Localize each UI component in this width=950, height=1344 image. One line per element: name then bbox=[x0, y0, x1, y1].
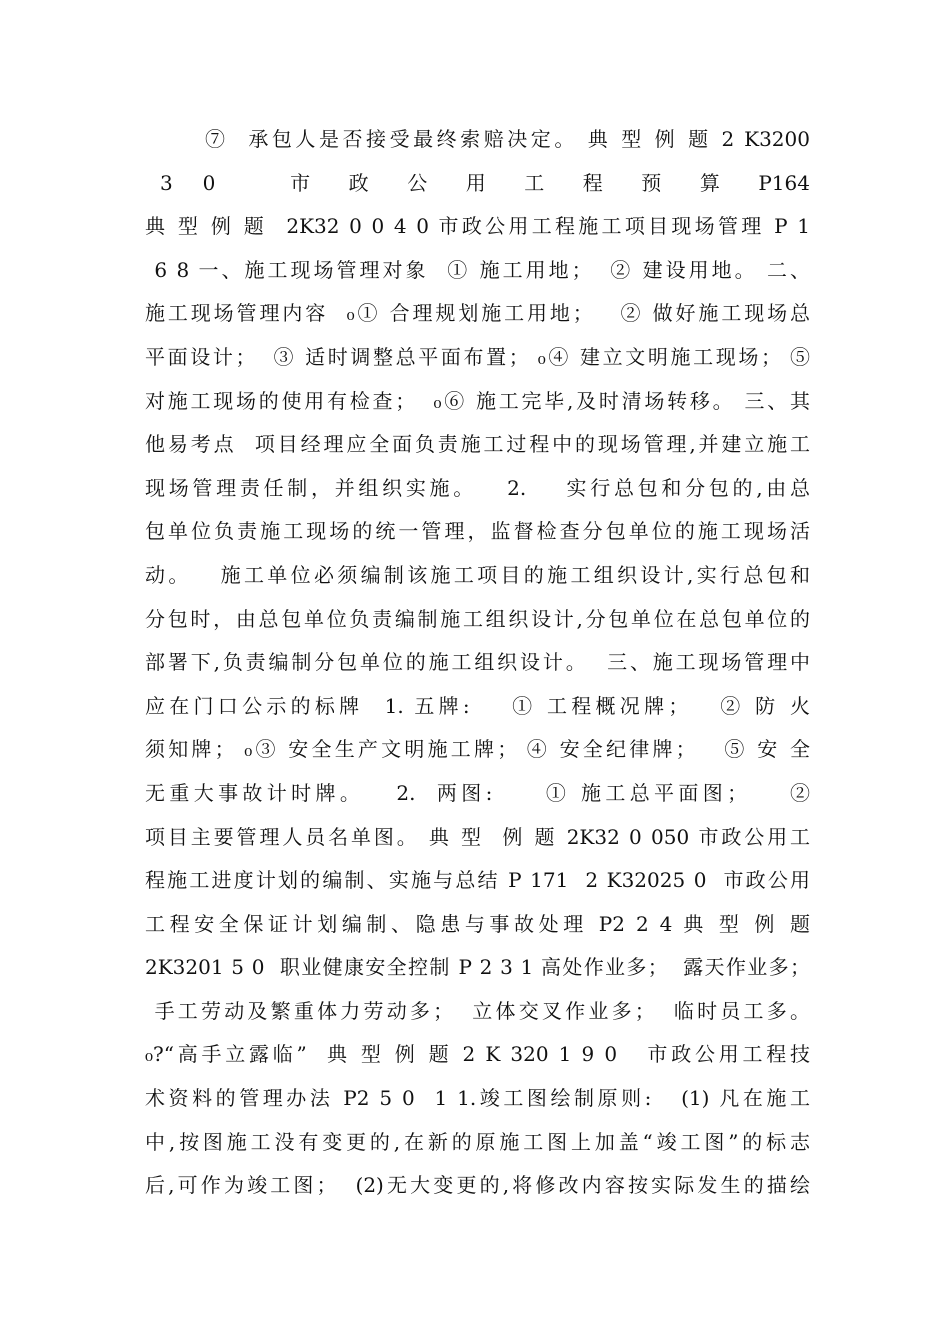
text-line: 他易考点 项目经理应全面负责施工过程中的现场管理,并建立施工 bbox=[145, 432, 810, 457]
text-line: 2K3201 5 0 职业健康安全控制 P 2 3 1 高处作业多； 露天作业多； bbox=[145, 955, 810, 980]
text-line: 后,可作为竣工图； (2)无大变更的,将修改内容按实际发生的描绘 bbox=[145, 1173, 810, 1198]
text-line: 项目主要管理人员名单图。 典 型 例 题 2K32 0 050 市政公用工 bbox=[145, 824, 810, 849]
text-line: 工程安全保证计划编制、隐患与事故处理 P2 2 4 典 型 例 题 bbox=[145, 911, 810, 936]
text-line: 现场管理责任制，并组织实施。 2. 实行总包和分包的,由总 bbox=[145, 475, 810, 500]
text-line: 手工劳动及繁重体力劳动多； 立体交叉作业多； 临时员工多。 bbox=[145, 998, 810, 1023]
text-line: ₀?“高手立露临” 典 型 例 题 2 K 320 1 9 0 市政公用工程技 bbox=[145, 1042, 810, 1067]
text-line: 无重大事故计时牌。 2. 两图: ① 施工总平面图； ② bbox=[145, 780, 810, 805]
text-line: 6 8 一、施工现场管理对象 ① 施工用地； ② 建设用地。 二、 bbox=[145, 257, 810, 282]
text-line: 3 0 市 政 公 用 工 程 预 算 P164 bbox=[145, 170, 810, 195]
text-line: 术资料的管理办法 P2 5 0 1 1.竣工图绘制原则: (1) 凡在施工 bbox=[145, 1086, 810, 1111]
document-body bbox=[145, 118, 810, 1208]
text-line: 应在门口公示的标牌 1. 五牌: ① 工程概况牌； ② 防 火 bbox=[145, 693, 810, 718]
text-line: 施工现场管理内容 ₀① 合理规划施工用地； ② 做好施工现场总 bbox=[145, 301, 810, 326]
text-line: 分包时，由总包单位负责编制施工组织设计,分包单位在总包单位的 bbox=[145, 606, 810, 631]
text-line: 中,按图施工没有变更的,在新的原施工图上加盖“竣工图”的标志 bbox=[145, 1129, 810, 1154]
text-line: 平面设计； ③ 适时调整总平面布置； ₀④ 建立文明施工现场； ⑤ bbox=[145, 344, 810, 369]
text-line: 典 型 例 题 2K32 0 0 4 0 市政公用工程施工项目现场管理 P 1 bbox=[145, 214, 810, 239]
text-line: 部署下,负责编制分包单位的施工组织设计。 三、施工现场管理中 bbox=[145, 650, 810, 675]
text-line: 程施工进度计划的编制、实施与总结 P 171 2 K32025 0 市政公用 bbox=[145, 868, 810, 893]
text-line: 动。 施工单位必须编制该施工项目的施工组织设计,实行总包和 bbox=[145, 562, 810, 587]
text-line: 须知牌； ₀③ 安全生产文明施工牌； ④ 安全纪律牌； ⑤ 安 全 bbox=[145, 737, 810, 762]
text-line: 对施工现场的使用有检查； ₀⑥ 施工完毕,及时清场转移。 三、其 bbox=[145, 388, 810, 413]
text-line: ⑦ 承包人是否接受最终索赔决定。 典 型 例 题 2 K3200 bbox=[205, 127, 810, 151]
text-line: 包单位负责施工现场的统一管理，监督检查分包单位的施工现场活 bbox=[145, 519, 810, 544]
